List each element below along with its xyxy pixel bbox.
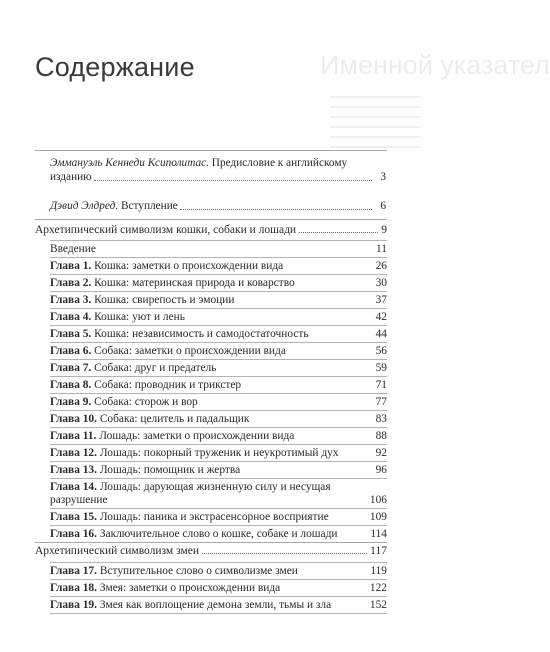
toc-row xyxy=(50,342,387,359)
toc-row-text: Введение xyxy=(50,242,96,255)
toc-row xyxy=(50,257,387,274)
divider-part1 xyxy=(35,219,387,220)
toc-row-page: 92 xyxy=(375,446,387,459)
toc-row-text: Кошка: материнская природа и коварство xyxy=(91,276,295,289)
toc-row-page: 37 xyxy=(375,293,387,306)
toc-row-text: Змея: заметки о происхождении вида xyxy=(96,581,281,594)
toc-row-label: Глава 19. xyxy=(50,598,97,611)
toc-row xyxy=(50,427,387,444)
facing-page-bleed-lines xyxy=(330,96,420,156)
toc-row-page: 96 xyxy=(375,463,387,476)
toc-row-label: Глава 4. xyxy=(50,310,92,323)
toc-row-text: Кошка: заметки о происхождении вида xyxy=(91,259,284,272)
toc-row xyxy=(50,376,387,393)
dot-leader xyxy=(202,553,367,554)
toc-row-text: Кошка: свирепость и эмоции xyxy=(91,293,235,306)
foreword-1-title: Предисловие к английскому xyxy=(208,157,348,169)
toc-row-label: Глава 6. xyxy=(50,344,92,357)
toc-row-page: 119 xyxy=(370,564,387,577)
toc-row-page: 77 xyxy=(375,395,387,408)
toc-row-page: 59 xyxy=(375,361,387,374)
toc-row-label: Глава 7. xyxy=(50,361,92,374)
toc-row-text: Кошка: независимость и самодостаточность xyxy=(91,327,309,340)
foreword-entry-1 xyxy=(50,156,386,184)
foreword-1-title-cont: изданию xyxy=(50,171,92,183)
toc-row-label: Глава 17. xyxy=(50,564,97,577)
toc-row-page: 88 xyxy=(375,429,387,442)
toc-row-page: 109 xyxy=(369,510,387,523)
toc-row-page: 42 xyxy=(375,310,387,323)
toc-row-text: Собака: проводник и трикстер xyxy=(91,378,242,391)
toc-row xyxy=(50,291,387,308)
toc-row-label: Глава 13. xyxy=(50,463,97,476)
toc-row-text: Кошка: уют и лень xyxy=(91,310,185,323)
divider-top xyxy=(35,150,387,151)
toc-row-text: Собака: друг и предатель xyxy=(91,361,217,374)
toc-row-label: Глава 18. xyxy=(50,581,97,594)
dot-leader xyxy=(299,232,378,233)
toc-row xyxy=(50,240,387,257)
toc-row-label: Глава 9. xyxy=(50,395,92,408)
part2-heading xyxy=(35,545,387,557)
toc-row xyxy=(50,579,387,596)
toc-row xyxy=(50,359,387,376)
toc-row xyxy=(50,461,387,478)
toc-row xyxy=(50,596,387,614)
toc-row-text: Собака: сторож и вор xyxy=(91,395,198,408)
facing-page-bleed-text: Именной указател xyxy=(320,50,550,80)
toc-row-page: 122 xyxy=(369,581,387,594)
toc-row-label: Глава 1. xyxy=(50,259,92,272)
dot-leader xyxy=(180,209,372,210)
part1-heading xyxy=(35,224,387,236)
toc-row-page: 114 xyxy=(370,527,387,540)
toc-row-text: Собака: целитель и падальщик xyxy=(96,412,250,425)
toc-row-label: Глава 16. xyxy=(50,527,97,540)
toc-row-text: Змея как воплощение демона земли, тьмы и зла xyxy=(96,598,332,611)
toc-row xyxy=(50,444,387,461)
foreword-1-page: 3 xyxy=(380,171,386,183)
foreword-2-author: Дэвид Элдред. xyxy=(50,200,119,212)
toc-row xyxy=(50,562,387,579)
toc-row-page: 106 xyxy=(369,493,387,506)
toc-row-text: Лошадь: помощник и жертва xyxy=(96,463,241,476)
toc-row-text: Лошадь: дарующая жизненную силу и несущая xyxy=(96,480,331,493)
page-title: Содержание xyxy=(35,52,195,82)
part1-page: 9 xyxy=(381,224,387,236)
toc-row-text: Вступительное слово о символизме змеи xyxy=(96,564,298,577)
toc-row xyxy=(50,274,387,291)
toc-row xyxy=(50,525,387,543)
toc-row-text: Лошадь: покорный труженик и неукротимый дух xyxy=(96,446,339,459)
toc-row-text: Лошадь: паника и экстрасенсорное восприятие xyxy=(96,510,329,523)
toc-row xyxy=(50,308,387,325)
toc-row-label: Глава 5. xyxy=(50,327,92,340)
toc-row-page: 26 xyxy=(375,259,387,272)
toc-row-label: Глава 14. xyxy=(50,480,97,493)
toc-row xyxy=(50,508,387,525)
toc-row xyxy=(50,478,387,508)
divider-part2 xyxy=(35,542,387,543)
foreword-entry-2 xyxy=(50,199,386,213)
part1-toc xyxy=(50,240,387,543)
toc-row-page: 44 xyxy=(375,327,387,340)
toc-row-text-cont: разрушение xyxy=(50,493,108,506)
toc-row-text: Лошадь: заметки о происхождении вида xyxy=(96,429,295,442)
toc-row-label: Глава 15. xyxy=(50,510,97,523)
toc-row-label: Глава 10. xyxy=(50,412,97,425)
foreword-2-title: Вступление xyxy=(118,200,178,212)
toc-row-page: 152 xyxy=(369,598,387,611)
toc-row-label: Глава 3. xyxy=(50,293,92,306)
part1-title: Архетипический символизм кошки, собаки и лошади xyxy=(35,224,297,236)
toc-row-label: Глава 8. xyxy=(50,378,92,391)
dot-leader xyxy=(94,180,372,181)
toc-row-page: 30 xyxy=(375,276,387,289)
toc-row-label: Глава 2. xyxy=(50,276,92,289)
foreword-2-page: 6 xyxy=(380,200,386,212)
part2-toc xyxy=(50,562,387,614)
part2-title: Архетипический символизм змеи xyxy=(35,545,199,557)
part2-page: 117 xyxy=(370,545,387,557)
toc-row-page: 71 xyxy=(375,378,387,391)
toc-row xyxy=(50,393,387,410)
toc-row-label: Глава 12. xyxy=(50,446,97,459)
toc-row-page: 83 xyxy=(375,412,387,425)
toc-row-label: Глава 11. xyxy=(50,429,97,442)
foreword-1-author: Эммануэль Кеннеди Ксиполитас. xyxy=(50,157,209,169)
toc-row xyxy=(50,325,387,342)
toc-row-text: Собака: заметки о происхождении вида xyxy=(91,344,286,357)
toc-row-page: 11 xyxy=(376,242,387,255)
toc-row xyxy=(50,410,387,427)
toc-row-page: 56 xyxy=(375,344,387,357)
toc-row-text: Заключительное слово о кошке, собаке и лошади xyxy=(96,527,338,540)
